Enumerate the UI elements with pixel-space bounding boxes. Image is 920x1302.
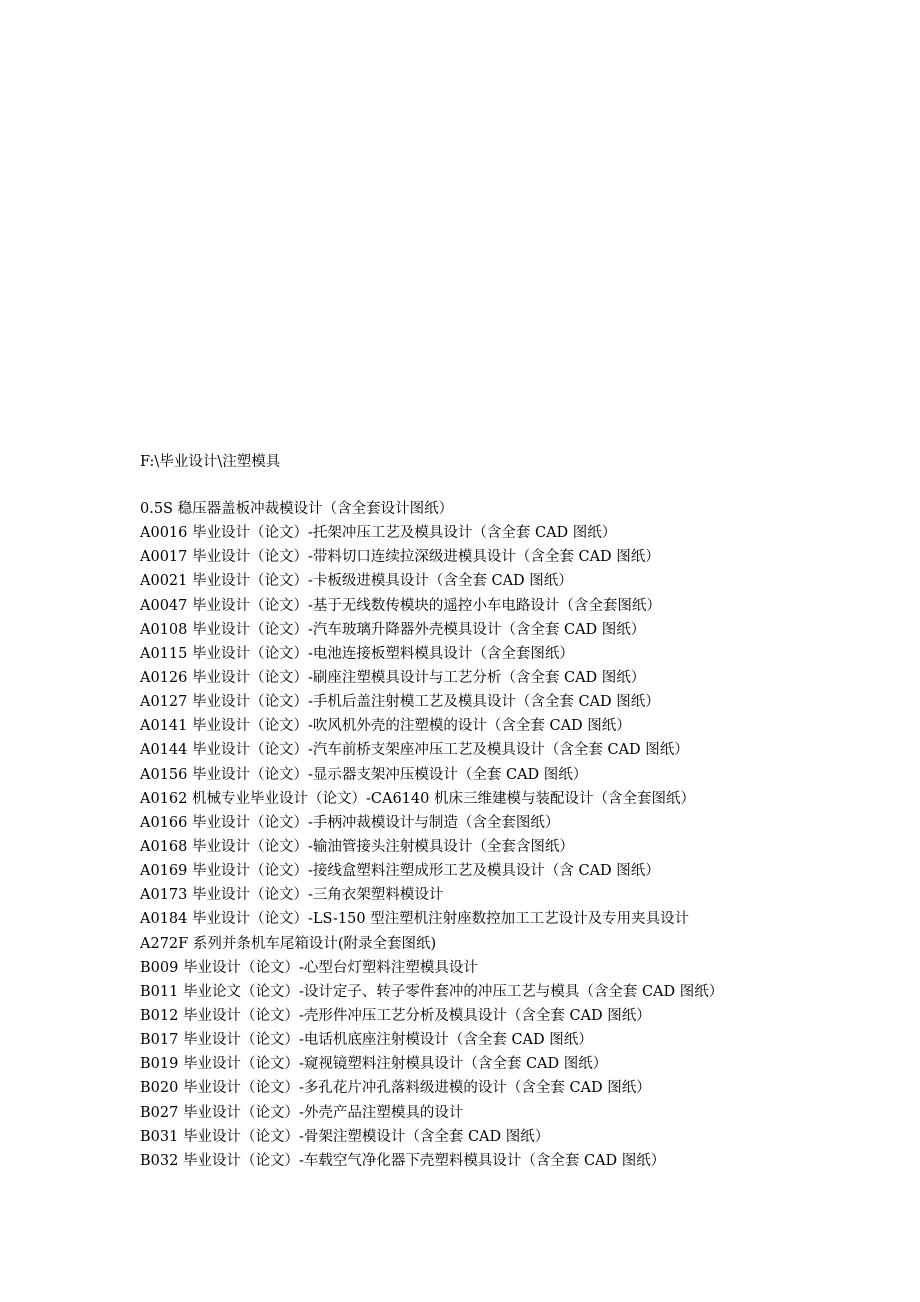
list-item: B009 毕业设计（论文）-心型台灯塑料注塑模具设计: [140, 959, 478, 976]
list-item: B020 毕业设计（论文）-多孔花片冲孔落料级进模的设计（含全套 CAD 图纸）: [140, 1080, 651, 1097]
list-item: B019 毕业设计（论文）-窥视镜塑料注射模具设计（含全套 CAD 图纸）: [140, 1056, 608, 1073]
list-item: A0115 毕业设计（论文）-电池连接板塑料模具设计（含全套图纸）: [140, 645, 574, 662]
list-item: B017 毕业设计（论文）-电话机底座注射模设计（含全套 CAD 图纸）: [140, 1032, 593, 1049]
list-item: A0141 毕业设计（论文）-吹风机外壳的注塑模的设计（含全套 CAD 图纸）: [140, 718, 631, 735]
list-item: A0127 毕业设计（论文）-手机后盖注射模工艺及模具设计（含全套 CAD 图纸）: [140, 694, 660, 711]
list-item: A0021 毕业设计（论文）-卡板级进模具设计（含全套 CAD 图纸）: [140, 573, 573, 590]
list-item: A0166 毕业设计（论文）-手柄冲裁模设计与制造（含全套图纸）: [140, 814, 560, 831]
list-item: A0108 毕业设计（论文）-汽车玻璃升降器外壳模具设计（含全套 CAD 图纸）: [140, 621, 646, 638]
list-item: A0173 毕业设计（论文）-三角衣架塑料模设计: [140, 887, 444, 904]
list-item: A0168 毕业设计（论文）-输油管接头注射模具设计（全套含图纸）: [140, 838, 574, 855]
file-list: [140, 497, 723, 1173]
list-item: A0144 毕业设计（论文）-汽车前桥支架座冲压工艺及模具设计（含全套 CAD 图纸）: [140, 742, 689, 759]
list-item: A0169 毕业设计（论文）-接线盒塑料注塑成形工艺及模具设计（含 CAD 图纸）: [140, 863, 660, 880]
list-item: B011 毕业论文（论文）-设计定子、转子零件套冲的冲压工艺与模具（含全套 CAD 图纸）: [140, 983, 724, 1000]
list-item: A0156 毕业设计（论文）-显示器支架冲压模设计（全套 CAD 图纸）: [140, 766, 588, 783]
list-item: A0126 毕业设计（论文）-刷座注塑模具设计与工艺分析（含全套 CAD 图纸）: [140, 669, 646, 686]
list-item: A272F 系列并条机车尾箱设计(附录全套图纸): [140, 935, 437, 952]
list-item: A0016 毕业设计（论文）-托架冲压工艺及模具设计（含全套 CAD 图纸）: [140, 525, 617, 542]
list-item: B032 毕业设计（论文）-车载空气净化器下壳塑料模具设计（含全套 CAD 图纸）: [140, 1152, 666, 1169]
list-item: A0184 毕业设计（论文）-LS-150 型注塑机注射座数控加工工艺设计及专用夹具设计: [140, 911, 690, 928]
list-item: A0047 毕业设计（论文）-基于无线数传模块的遥控小车电路设计（含全套图纸）: [140, 597, 661, 614]
list-item: B012 毕业设计（论文）-壳形件冲压工艺分析及模具设计（含全套 CAD 图纸）: [140, 1007, 651, 1024]
list-item: B031 毕业设计（论文）-骨架注塑模设计（含全套 CAD 图纸）: [140, 1128, 550, 1145]
list-item: B027 毕业设计（论文）-外壳产品注塑模具的设计: [140, 1104, 464, 1121]
list-item: A0162 机械专业毕业设计（论文）-CA6140 机床三维建模与装配设计（含全套图纸）: [140, 790, 695, 807]
list-item: A0017 毕业设计（论文）-带料切口连续拉深级进模具设计（含全套 CAD 图纸）: [140, 549, 660, 566]
list-item: 0.5S 稳压器盖板冲裁模设计（含全套设计图纸）: [140, 501, 454, 517]
folder-path-heading: F:\毕业设计\注塑模具: [140, 454, 281, 470]
